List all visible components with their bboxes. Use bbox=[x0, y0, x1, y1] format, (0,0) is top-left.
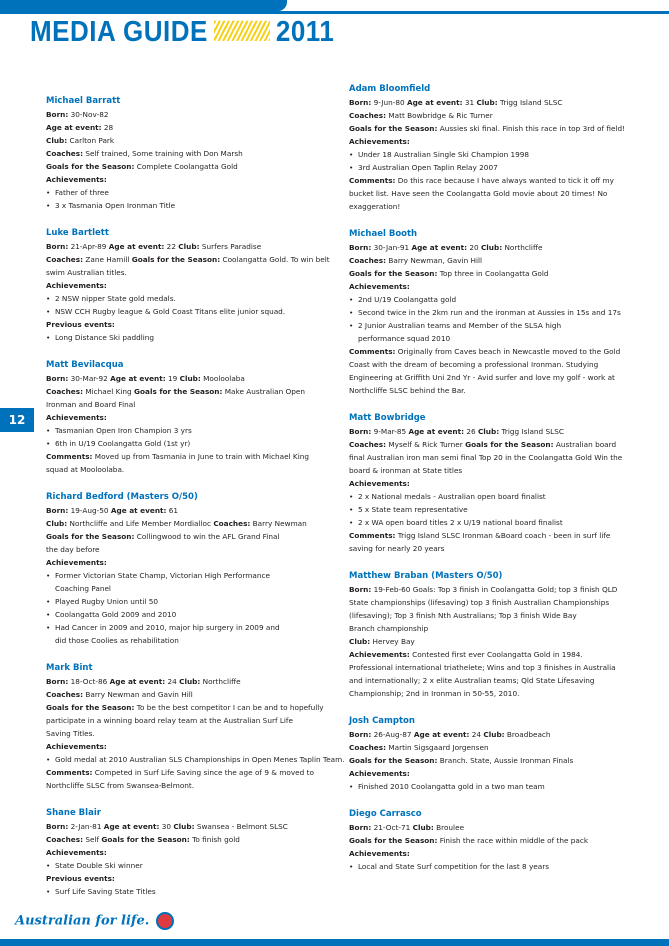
field-value: Northcliffe and Life Member Mordialloc bbox=[67, 519, 214, 528]
field-label: Goals for the Season: bbox=[465, 440, 554, 449]
athlete-name: Michael Booth bbox=[349, 229, 418, 239]
field-value: Barry Newman, Gavin Hill bbox=[386, 256, 483, 265]
field-label: Born: bbox=[349, 730, 372, 739]
athlete-name: Mark Bint bbox=[46, 663, 93, 673]
text-line: Ironman and Board Final bbox=[46, 400, 136, 409]
info-line bbox=[46, 147, 326, 160]
athlete-entry bbox=[46, 94, 326, 212]
title-right: 2011 bbox=[275, 13, 335, 48]
field-value: 22 bbox=[164, 242, 179, 251]
info-line bbox=[349, 648, 641, 661]
section-heading bbox=[46, 740, 326, 753]
athlete-name: Matt Bowbridge bbox=[349, 413, 426, 423]
text-line: the day before bbox=[46, 545, 100, 554]
text-line: board & ironman at State titles bbox=[349, 466, 463, 475]
field-label: Coaches: bbox=[349, 743, 387, 752]
bullet-item: • 3rd Australian Open Taplin Relay 2007 bbox=[349, 161, 641, 174]
field-label: Age at event: bbox=[408, 427, 465, 436]
info-line bbox=[46, 253, 330, 266]
text-line: State championships (lifesaving) top 3 finish Australian Championships bbox=[349, 598, 610, 607]
section-label: Achievements: bbox=[349, 769, 410, 778]
field-value: Zane Hamill bbox=[83, 255, 132, 264]
section-label: Achievements: bbox=[46, 742, 107, 751]
field-value: Do this race because I have always wanted to tick it off my bbox=[395, 176, 614, 185]
field-label: Age at event: bbox=[46, 123, 102, 132]
info-line bbox=[46, 240, 326, 253]
text-line: participate in a winning board relay team at the Australian Surf Life bbox=[46, 716, 293, 725]
field-label: Coaches: bbox=[46, 835, 84, 844]
info-line bbox=[349, 122, 641, 135]
section-heading bbox=[349, 767, 641, 780]
athlete-entry bbox=[349, 82, 641, 213]
header-bar bbox=[0, 0, 287, 11]
field-value: Moved up from Tasmania in June to train with Michael King bbox=[92, 452, 309, 461]
field-value: Self bbox=[83, 835, 102, 844]
field-label: Goals for the Season: bbox=[46, 162, 135, 171]
info-line bbox=[349, 241, 641, 254]
athlete-entry bbox=[349, 569, 641, 700]
info-line bbox=[46, 820, 326, 833]
field-label: Born: bbox=[349, 243, 372, 252]
field-value: Trigg Island SLSC bbox=[497, 98, 563, 107]
text-line: Branch championship bbox=[349, 624, 429, 633]
left-column bbox=[46, 94, 345, 912]
info-line bbox=[46, 530, 326, 543]
info-line bbox=[349, 834, 641, 847]
bullet-item: • Gold medal at 2010 Australian SLS Championships in Open Menes Taplin Team. bbox=[46, 753, 326, 766]
info-line bbox=[349, 267, 641, 280]
bullet-continuation: Coaching Panel bbox=[55, 584, 111, 593]
athlete-entry bbox=[46, 490, 326, 647]
field-value: Collingwood to win the AFL Grand Final bbox=[134, 532, 280, 541]
field-value: 21-Oct-71 bbox=[371, 823, 413, 832]
athlete-entry bbox=[349, 714, 641, 793]
info-line bbox=[349, 109, 641, 122]
field-value: Aussies ski final. Finish this race in top 3rd of field! bbox=[437, 124, 626, 133]
field-label: Coaches: bbox=[349, 111, 387, 120]
info-line bbox=[349, 96, 641, 109]
bullet-item: • Surf Life Saving State Titles bbox=[46, 885, 326, 898]
info-line bbox=[46, 121, 326, 134]
field-label: Age at event: bbox=[406, 98, 463, 107]
field-label: Coaches: bbox=[46, 690, 84, 699]
text-line: saving for nearly 20 years bbox=[349, 544, 445, 553]
field-value: Hervey Bay bbox=[370, 637, 415, 646]
bullet-item: • 2 x WA open board titles 2 x U/19 national board finalist bbox=[349, 516, 641, 529]
field-label: Club: bbox=[46, 136, 68, 145]
field-label: Club: bbox=[483, 730, 505, 739]
footer-logo bbox=[15, 912, 174, 930]
field-value: Matt Bowbridge & Ric Turner bbox=[386, 111, 493, 120]
footer-bar bbox=[0, 939, 669, 946]
field-value: Competed in Surf Life Saving since the age of 9 & moved to bbox=[92, 768, 314, 777]
field-value: 24 bbox=[469, 730, 484, 739]
field-value: Broulee bbox=[433, 823, 465, 832]
field-label: Goals for the Season: bbox=[349, 836, 438, 845]
field-value: Originally from Caves beach in Newcastle moved to the Gold bbox=[395, 347, 621, 356]
field-label: Born: bbox=[349, 427, 372, 436]
field-label: Club: bbox=[476, 98, 498, 107]
field-value: 30-Jan-91 bbox=[371, 243, 412, 252]
field-value: Contested first ever Coolangatta Gold in 1984. bbox=[409, 650, 583, 659]
field-label: Born: bbox=[46, 374, 69, 383]
info-line bbox=[349, 741, 641, 754]
info-line bbox=[349, 529, 641, 542]
athlete-entry bbox=[46, 358, 326, 476]
field-label: Goals for the Season: bbox=[349, 756, 438, 765]
field-label: Comments: bbox=[349, 531, 396, 540]
seal-icon bbox=[156, 912, 174, 930]
bullet-continuation: performance squad 2010 bbox=[358, 334, 451, 343]
info-line bbox=[349, 821, 641, 834]
field-label: Goals for the Season: bbox=[46, 703, 135, 712]
bullet-item: • 5 x State team representative bbox=[349, 503, 641, 516]
field-value: Surfers Paradise bbox=[199, 242, 262, 251]
bullet-item: • Tasmanian Open Iron Champion 3 yrs bbox=[46, 424, 326, 437]
bullet-item: • 2 x National medals - Australian open board finalist bbox=[349, 490, 641, 503]
text-line: Northcliffe SLSC from Swansea-Belmont. bbox=[46, 781, 195, 790]
field-value: 19-Feb-60 Goals: Top 3 finish in Coolangatta Gold; top 3 finish QLD bbox=[371, 585, 618, 594]
section-heading bbox=[46, 872, 326, 885]
bullet-item: • 6th in U/19 Coolangatta Gold (1st yr) bbox=[46, 437, 326, 450]
section-heading bbox=[46, 411, 326, 424]
field-value: 30-Mar-92 bbox=[68, 374, 111, 383]
field-label: Achievements: bbox=[349, 650, 410, 659]
field-label: Age at event: bbox=[110, 374, 166, 383]
bullet-item: • Finished 2010 Coolangatta gold in a two man team bbox=[349, 780, 641, 793]
bullet-item: • NSW CCH Rugby league & Gold Coast Titans elite junior squad. bbox=[46, 305, 326, 318]
athlete-name: Luke Bartlett bbox=[46, 228, 109, 238]
field-label: Goals for the Season: bbox=[131, 255, 221, 264]
field-value: Mooloolaba bbox=[200, 374, 245, 383]
section-label: Achievements: bbox=[46, 848, 107, 857]
field-value: 26-Aug-87 bbox=[371, 730, 414, 739]
field-value: Barry Newman bbox=[250, 519, 307, 528]
athlete-name: Diego Carrasco bbox=[349, 809, 422, 819]
bullet-item: • 2nd U/19 Coolangatta gold bbox=[349, 293, 641, 306]
info-line bbox=[349, 754, 641, 767]
text-line: Saving Titles. bbox=[46, 729, 95, 738]
field-label: Born: bbox=[349, 98, 372, 107]
section-heading bbox=[46, 318, 326, 331]
bullet-item: • Local and State Surf competition for the last 8 years bbox=[349, 860, 641, 873]
field-value: Northcliffe bbox=[200, 677, 241, 686]
field-label: Comments: bbox=[349, 347, 396, 356]
text-line: swim Australian titles. bbox=[46, 268, 127, 277]
section-label: Achievements: bbox=[349, 137, 410, 146]
field-value: 61 bbox=[166, 506, 179, 515]
field-value: Branch. State, Aussie Ironman Finals bbox=[437, 756, 574, 765]
field-value: Martin Sigsgaard Jorgensen bbox=[386, 743, 489, 752]
athlete-entry bbox=[46, 661, 345, 792]
bullet-item: • Under 18 Australian Single Ski Champion 1998 bbox=[349, 148, 641, 161]
field-value: Trigg Island SLSC bbox=[499, 427, 564, 436]
field-label: Age at event: bbox=[109, 677, 166, 686]
info-line bbox=[46, 160, 326, 173]
field-label: Born: bbox=[349, 823, 372, 832]
field-label: Club: bbox=[179, 677, 201, 686]
field-value: Australian board bbox=[553, 440, 617, 449]
info-line bbox=[46, 450, 326, 463]
field-label: Born: bbox=[349, 585, 372, 594]
field-value: Make Australian Open bbox=[222, 387, 306, 396]
info-line bbox=[46, 372, 326, 385]
field-label: Club: bbox=[349, 637, 371, 646]
field-value: Broadbeach bbox=[504, 730, 551, 739]
section-heading bbox=[46, 846, 326, 859]
text-line: Northcliffe SLSC behind the Bar. bbox=[349, 386, 466, 395]
field-label: Comments: bbox=[46, 452, 93, 461]
athlete-name: Richard Bedford (Masters O/50) bbox=[46, 492, 198, 502]
field-label: Club: bbox=[412, 823, 434, 832]
text-line: Championship; 2nd in Ironman in 50-55, 2010. bbox=[349, 689, 520, 698]
text-line: final Australian iron man semi final Top 20 in the Coolangatta Gold Win the bbox=[349, 453, 623, 462]
field-value: Top three in Coolangatta Gold bbox=[437, 269, 549, 278]
field-label: Club: bbox=[480, 243, 503, 252]
field-value: 18-Oct-86 bbox=[68, 677, 110, 686]
field-value: Michael King bbox=[83, 387, 135, 396]
bullet-item: • 2 NSW nipper State gold medals. bbox=[46, 292, 326, 305]
info-line bbox=[46, 517, 326, 530]
bullet-item: • Father of three bbox=[46, 186, 326, 199]
athlete-name: Josh Campton bbox=[349, 716, 415, 726]
field-value: To be the best competitor I can be and to hopefully bbox=[134, 703, 324, 712]
field-label: Goals for the Season: bbox=[349, 269, 438, 278]
field-value: 28 bbox=[101, 123, 114, 132]
field-label: Goals for the Season: bbox=[349, 124, 438, 133]
field-value: 9-Mar-85 bbox=[371, 427, 409, 436]
field-label: Coaches: bbox=[349, 440, 387, 449]
field-label: Coaches: bbox=[46, 149, 84, 158]
field-label: Born: bbox=[46, 506, 69, 515]
section-label: Achievements: bbox=[349, 282, 410, 291]
info-line bbox=[349, 174, 641, 187]
hatch-decoration bbox=[214, 21, 270, 41]
section-heading bbox=[349, 135, 641, 148]
info-line bbox=[46, 833, 326, 846]
field-label: Club: bbox=[178, 242, 200, 251]
field-label: Club: bbox=[179, 374, 201, 383]
section-label: Achievements: bbox=[46, 281, 107, 290]
section-heading bbox=[46, 556, 326, 569]
section-label: Achievements: bbox=[46, 175, 107, 184]
text-line: Coast with the dream of becoming a professional Ironman. Studying bbox=[349, 360, 599, 369]
info-line bbox=[46, 675, 326, 688]
bullet-item: • 3 x Tasmania Open Ironman Title bbox=[46, 199, 326, 212]
section-heading bbox=[349, 280, 641, 293]
field-label: Goals for the Season: bbox=[46, 532, 135, 541]
info-line bbox=[349, 438, 641, 451]
section-label: Achievements: bbox=[349, 479, 410, 488]
text-line: squad at Mooloolaba. bbox=[46, 465, 125, 474]
section-label: Previous events: bbox=[46, 320, 115, 329]
field-value: 21-Apr-89 bbox=[68, 242, 109, 251]
info-line bbox=[349, 425, 641, 438]
field-value: Barry Newman and Gavin Hill bbox=[83, 690, 193, 699]
text-line: Professional international triathelete; Wins and top 3 finishes in Australia bbox=[349, 663, 616, 672]
athlete-entry bbox=[349, 227, 641, 397]
field-value: 24 bbox=[165, 677, 180, 686]
footer-logo-text: Australian for life. bbox=[15, 913, 150, 929]
field-label: Age at event: bbox=[108, 242, 165, 251]
text-line: (lifesaving); Top 3 finish Nth Australians; Top 3 finish Wide Bay bbox=[349, 611, 577, 620]
field-value: 26 bbox=[464, 427, 478, 436]
field-label: Age at event: bbox=[411, 243, 468, 252]
field-label: Born: bbox=[46, 242, 69, 251]
field-value: To finish gold bbox=[189, 835, 240, 844]
text-line: bucket list. Have seen the Coolangatta Gold movie about 20 times! No bbox=[349, 189, 608, 198]
field-label: Goals for the Season: bbox=[101, 835, 190, 844]
field-value: 19-Aug-50 bbox=[68, 506, 111, 515]
field-label: Age at event: bbox=[110, 506, 167, 515]
field-label: Comments: bbox=[349, 176, 396, 185]
field-value: 9-Jun-80 bbox=[371, 98, 407, 107]
field-label: Born: bbox=[46, 822, 69, 831]
field-label: Coaches: bbox=[213, 519, 251, 528]
field-value: Myself & Rick Turner bbox=[386, 440, 466, 449]
page-number: 12 bbox=[0, 408, 34, 432]
section-label: Achievements: bbox=[349, 849, 410, 858]
field-label: Age at event: bbox=[103, 822, 160, 831]
field-value: 19 bbox=[165, 374, 180, 383]
field-label: Club: bbox=[477, 427, 500, 436]
section-label: Previous events: bbox=[46, 874, 115, 883]
field-label: Age at event: bbox=[413, 730, 470, 739]
athlete-name: Michael Barratt bbox=[46, 96, 121, 106]
field-value: Coolangatta Gold. To win belt bbox=[220, 255, 330, 264]
title-left: MEDIA GUIDE bbox=[30, 13, 208, 48]
field-value: Northcliffe bbox=[502, 243, 543, 252]
section-heading bbox=[46, 173, 326, 186]
bullet-item: • Had Cancer in 2009 and 2010, major hip surgery in 2009 and bbox=[46, 621, 326, 634]
athlete-name: Matt Bevilacqua bbox=[46, 360, 124, 370]
info-line bbox=[349, 728, 641, 741]
athlete-entry bbox=[349, 807, 641, 873]
section-label: Achievements: bbox=[46, 558, 107, 567]
info-line bbox=[46, 688, 326, 701]
field-label: Goals for the Season: bbox=[134, 387, 223, 396]
info-line bbox=[46, 701, 326, 714]
field-value: 31 bbox=[462, 98, 477, 107]
bullet-item: • Coolangatta Gold 2009 and 2010 bbox=[46, 608, 326, 621]
field-label: Coaches: bbox=[46, 255, 84, 264]
info-line bbox=[46, 766, 326, 779]
field-label: Coaches: bbox=[46, 387, 84, 396]
info-line bbox=[46, 385, 326, 398]
info-line bbox=[349, 583, 641, 596]
field-value: 30-Nov-82 bbox=[68, 110, 109, 119]
field-value: Complete Coolangatta Gold bbox=[134, 162, 238, 171]
info-line bbox=[46, 134, 326, 147]
athlete-entry bbox=[46, 806, 326, 898]
athlete-name: Matthew Braban (Masters O/50) bbox=[349, 571, 503, 581]
text-line: exaggeration! bbox=[349, 202, 401, 211]
section-heading bbox=[349, 477, 641, 490]
field-value: Self trained, Some training with Don Marsh bbox=[83, 149, 243, 158]
athlete-entry bbox=[46, 226, 330, 344]
info-line bbox=[46, 108, 326, 121]
field-label: Born: bbox=[46, 677, 69, 686]
field-value: Finish the race within middle of the pack bbox=[437, 836, 589, 845]
bullet-item: • Former Victorian State Champ, Victorian High Performance bbox=[46, 569, 326, 582]
info-line bbox=[349, 254, 641, 267]
field-value: Swansea - Belmont SLSC bbox=[194, 822, 288, 831]
bullet-item: • 2 Junior Australian teams and Member of the SLSA high bbox=[349, 319, 641, 332]
info-line bbox=[349, 345, 641, 358]
field-value: Trigg Island SLSC Ironman &Board coach - been in surf life bbox=[395, 531, 611, 540]
athlete-name: Shane Blair bbox=[46, 808, 101, 818]
text-line: and internationally; 2 x elite Australian teams; Qld State Lifesaving bbox=[349, 676, 595, 685]
field-value: 2-Jan-81 bbox=[68, 822, 104, 831]
field-value: Carlton Park bbox=[67, 136, 115, 145]
field-label: Club: bbox=[46, 519, 68, 528]
section-heading bbox=[349, 847, 641, 860]
bullet-item: • Second twice in the 2km run and the ironman at Aussies in 15s and 17s bbox=[349, 306, 641, 319]
page-title bbox=[30, 14, 334, 48]
info-line bbox=[349, 635, 641, 648]
bullet-continuation: did those Coolies as rehabilitation bbox=[55, 636, 179, 645]
section-label: Achievements: bbox=[46, 413, 107, 422]
field-value: 30 bbox=[159, 822, 174, 831]
field-label: Coaches: bbox=[349, 256, 387, 265]
field-value: 20 bbox=[467, 243, 481, 252]
right-column bbox=[349, 82, 641, 887]
text-line: Engineering at Griffith Uni 2nd Yr - Avid surfer and love my golf - work at bbox=[349, 373, 615, 382]
athlete-name: Adam Bloomfield bbox=[349, 84, 431, 94]
field-label: Comments: bbox=[46, 768, 93, 777]
bullet-item: • Played Rugby Union until 50 bbox=[46, 595, 326, 608]
section-heading bbox=[46, 279, 326, 292]
bullet-item: • Long Distance Ski paddling bbox=[46, 331, 326, 344]
field-label: Club: bbox=[173, 822, 195, 831]
bullet-item: • State Double Ski winner bbox=[46, 859, 326, 872]
athlete-entry bbox=[349, 411, 641, 555]
field-label: Born: bbox=[46, 110, 69, 119]
info-line bbox=[46, 504, 326, 517]
